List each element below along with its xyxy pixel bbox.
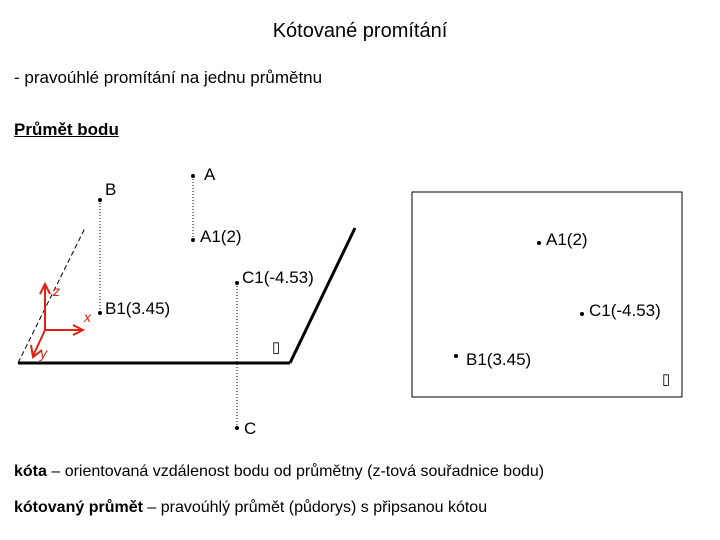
plane-marker-2d: ▯ <box>662 371 671 388</box>
label-c: C <box>244 419 257 438</box>
definition-kotovany-prumet <box>14 499 487 517</box>
label-c1-2d: C1(-4.53) <box>589 301 661 320</box>
definition-term: kóta <box>14 463 47 480</box>
point-b <box>98 198 102 202</box>
projection-plane-3d <box>18 228 355 363</box>
point-a1 <box>191 238 195 242</box>
label-b1: B1(3.45) <box>105 299 171 318</box>
point-c <box>235 426 239 430</box>
page-title: Kótované promítání <box>272 20 448 42</box>
plane-edge-right <box>290 228 355 363</box>
axis-y-label: y <box>40 345 47 361</box>
point-a <box>191 174 195 178</box>
label-c1: C1(-4.53) <box>242 268 314 287</box>
definition-term: kótovaný průmět <box>14 499 143 516</box>
label-a1-2d: A1(2) <box>546 230 588 249</box>
point-b1-2d <box>454 354 458 358</box>
plane-frame <box>412 192 682 397</box>
point-c1 <box>235 281 239 285</box>
projection-plane-2d <box>412 192 682 397</box>
section-heading: Průmět bodu <box>14 120 119 139</box>
point-c1-2d <box>580 312 584 316</box>
label-b: B <box>105 180 117 199</box>
label-a1: A1(2) <box>200 227 242 246</box>
label-b1-2d: B1(3.45) <box>466 350 532 369</box>
coordinate-axes <box>31 283 92 361</box>
axis-z-label: z <box>53 283 60 299</box>
definition-text: – pravoúhlý průmět (půdorys) s připsanou kótou <box>142 499 488 516</box>
subtitle: - pravoúhlé promítání na jednu průmětnu <box>14 68 323 87</box>
points-3d <box>98 165 314 438</box>
plane-edge-left <box>18 228 85 363</box>
definition-kota <box>14 463 544 481</box>
point-a1-2d <box>537 241 541 245</box>
plane-marker-3d: ▯ <box>272 339 281 356</box>
point-b1 <box>98 311 102 315</box>
definition-text: – orientovaná vzdálenost bodu od průmětny (z-tová souřadnice bodu) <box>46 463 545 480</box>
axis-x-label: x <box>84 309 91 325</box>
label-a: A <box>204 165 216 184</box>
